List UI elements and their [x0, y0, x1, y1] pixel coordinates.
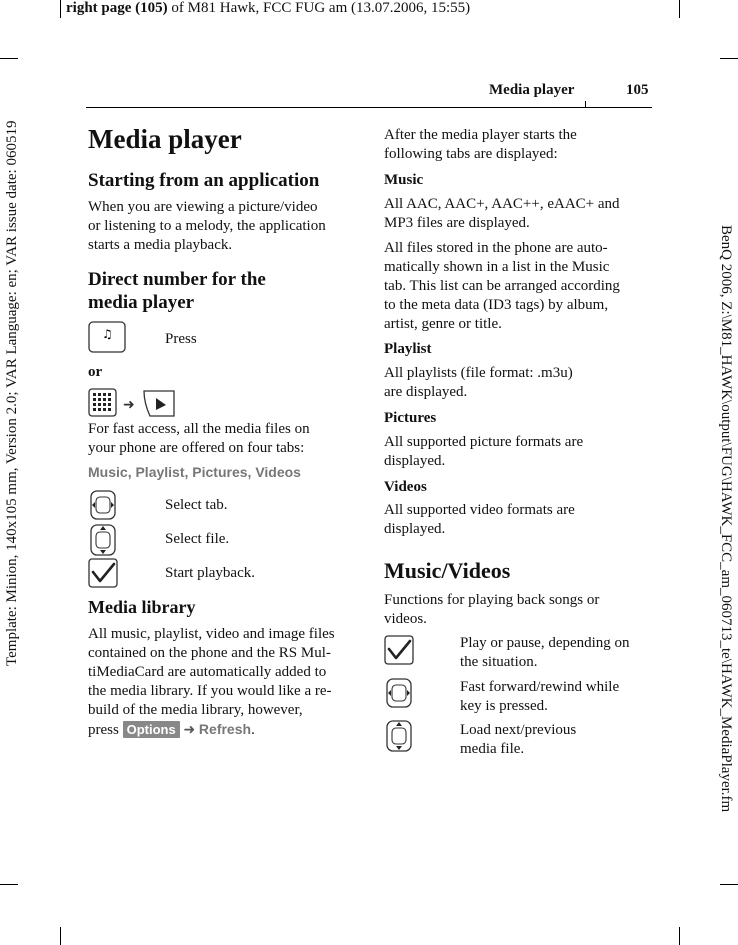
crop-mark [720, 58, 738, 59]
text-line: All playlists (file format: .m3u) [384, 365, 573, 381]
music-key-icon [88, 321, 126, 353]
text-line: Functions for playing back songs or [384, 592, 600, 608]
action-description [460, 721, 576, 759]
nav-left-right-icon [384, 678, 414, 708]
checkmark-key-icon [88, 558, 118, 588]
tab-videos: Videos [255, 464, 301, 480]
svg-text:♫: ♫ [102, 327, 113, 341]
press-word: press [88, 722, 119, 738]
right-margin-note [712, 225, 734, 885]
subheading: Playlist [384, 341, 432, 357]
refresh-menu-item: Refresh [198, 721, 252, 737]
crop-mark [60, 927, 61, 945]
print-header-rest: of M81 Hawk, FCC FUG am (13.07.2006, 15:55) [167, 0, 471, 16]
text-line: contained on the phone and the RS Mul- [88, 645, 331, 661]
text-line: displayed. [384, 453, 446, 469]
text-line: tab. This list can be arranged according [384, 278, 620, 294]
text-line: key is pressed. [460, 698, 548, 714]
paragraph [384, 239, 620, 334]
subheading: Pictures [384, 410, 437, 426]
text-line: Load next/previous [460, 722, 577, 738]
text-line: Fast forward/rewind while [460, 679, 620, 695]
print-header-bold: right page (105) [66, 0, 168, 16]
action-description [460, 678, 619, 716]
left-margin-note [4, 66, 26, 666]
text-line: All files stored in the phone are auto- [384, 240, 608, 256]
right-margin-text: BenQ 2006, Z:\M81_HAWK\output\FUG\HAWK_FCC_am_060713_te\HAWK_MediaPlayer.fm [718, 225, 734, 813]
crop-mark [679, 927, 680, 945]
paragraph [384, 195, 620, 233]
header-rule [86, 107, 652, 108]
text-line: media file. [460, 741, 525, 757]
period: . [251, 722, 255, 738]
paragraph [384, 501, 575, 539]
action-label: Start playback. [165, 565, 255, 581]
text-line: the situation. [460, 654, 538, 670]
svg-text:➜: ➜ [123, 397, 135, 413]
text-line: your phone are offered on four tabs: [88, 440, 305, 456]
text-line: build of the media library, however, [88, 702, 303, 718]
tab-list: Music, Playlist, Pictures, Videos [88, 464, 301, 480]
tab-pictures: Pictures [192, 464, 248, 480]
crop-mark [0, 884, 18, 885]
text-line: displayed. [384, 521, 446, 537]
text-line: are displayed. [384, 384, 468, 400]
paragraph [88, 420, 310, 458]
left-margin-text: Template: Minion, 140x105 mm, Version 2.0; VAR Language: en; VAR issue date: 060519 [4, 120, 20, 666]
print-header [66, 0, 470, 17]
header-rule-tick [585, 101, 586, 108]
subheading: Music [384, 172, 424, 188]
text-line: All AAC, AAC+, AAC++, eAAC+ and [384, 196, 620, 212]
crop-mark [679, 0, 680, 18]
text-line: For fast access, all the media files on [88, 421, 310, 437]
page-title: Media player [88, 124, 242, 154]
action-description [460, 634, 630, 672]
section-heading: Starting from an application [88, 170, 320, 191]
text-line: All supported video formats are [384, 502, 575, 518]
text-line: When you are viewing a picture/video [88, 199, 318, 215]
action-label: Select file. [165, 531, 230, 547]
crop-mark [0, 58, 18, 59]
heading-line: Direct number for the [88, 269, 266, 290]
text-line: After the media player starts the [384, 127, 577, 143]
text-line: following tabs are displayed: [384, 146, 558, 162]
tab-music: Music [88, 464, 128, 480]
crop-mark [60, 0, 61, 18]
or-label: or [88, 364, 103, 380]
press-label: Press [165, 331, 197, 347]
checkmark-key-icon [384, 635, 414, 665]
nav-up-down-icon [88, 524, 118, 556]
action-label: Select tab. [165, 497, 228, 513]
paragraph [384, 433, 583, 471]
text-line: matically shown in a list in the Music [384, 259, 610, 275]
paragraph [88, 198, 326, 255]
text-line: to the meta data (ID3 tags) by album, [384, 297, 609, 313]
subheading: Videos [384, 479, 427, 495]
tab-playlist: Playlist [135, 464, 185, 480]
text-line: MP3 files are displayed. [384, 215, 530, 231]
nav-left-right-icon [88, 490, 118, 520]
keypad-shortcut [88, 388, 180, 418]
text-line: Play or pause, depending on [460, 635, 630, 651]
paragraph [384, 364, 573, 402]
heading-line: media player [88, 292, 195, 313]
paragraph [384, 591, 599, 629]
paragraph [384, 126, 577, 164]
text-line: tiMediaCard are automatically added to [88, 664, 327, 680]
text-line: All supported picture formats are [384, 434, 584, 450]
nav-up-down-icon [384, 720, 414, 752]
text-line [88, 720, 335, 740]
text-line: or listening to a melody, the application [88, 218, 326, 234]
running-title: Media player [489, 82, 575, 98]
text-line: artist, genre or title. [384, 316, 502, 332]
page-number: 105 [626, 82, 649, 98]
text-line: All music, playlist, video and image files [88, 626, 335, 642]
arrow-icon: ➜ [183, 721, 196, 737]
section-heading: Music/Videos [384, 558, 511, 583]
paragraph [88, 625, 335, 740]
text-line: starts a media playback. [88, 237, 233, 253]
text-line: the media library. If you would like a re- [88, 683, 332, 699]
section-heading: Media library [88, 597, 196, 617]
section-heading [88, 268, 266, 314]
options-softkey: Options [123, 721, 180, 738]
text-line: videos. [384, 611, 427, 627]
